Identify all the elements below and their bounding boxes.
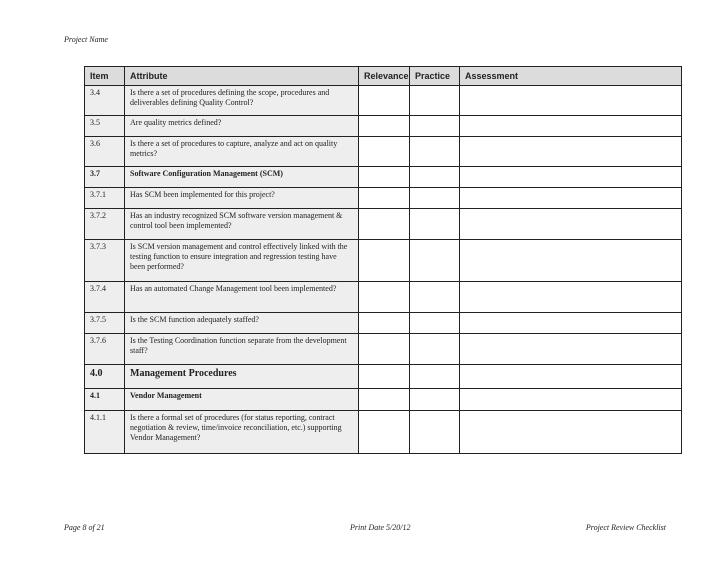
assessment-cell[interactable]	[460, 365, 682, 389]
practice-cell[interactable]	[410, 86, 460, 116]
relevance-cell[interactable]	[359, 209, 410, 240]
practice-cell[interactable]	[410, 313, 460, 334]
column-header-relevance: Relevance	[359, 66, 410, 86]
practice-cell[interactable]	[410, 137, 460, 167]
relevance-cell[interactable]	[359, 188, 410, 209]
table-row	[84, 365, 682, 389]
table-row	[84, 334, 682, 365]
table-row	[84, 137, 682, 167]
table-row	[84, 209, 682, 240]
attribute-text: Is the SCM function adequately staffed?	[125, 313, 359, 334]
assessment-cell[interactable]	[460, 86, 682, 116]
table-row	[84, 389, 682, 411]
item-number: 4.0	[84, 365, 125, 389]
section-heading: Management Procedures	[125, 365, 359, 389]
relevance-cell[interactable]	[359, 389, 410, 411]
table-header-row	[84, 66, 682, 86]
relevance-cell[interactable]	[359, 137, 410, 167]
item-number: 3.7.2	[84, 209, 125, 240]
assessment-cell[interactable]	[460, 137, 682, 167]
relevance-cell[interactable]	[359, 86, 410, 116]
relevance-cell[interactable]	[359, 282, 410, 313]
column-header-practice: Practice	[410, 66, 460, 86]
review-checklist-table	[84, 66, 682, 454]
table-row	[84, 411, 682, 454]
attribute-text: Are quality metrics defined?	[125, 116, 359, 137]
item-number: 3.7	[84, 167, 125, 188]
attribute-text: Is the Testing Coordination function separate from the development staff?	[125, 334, 359, 365]
item-number: 4.1	[84, 389, 125, 411]
item-number: 4.1.1	[84, 411, 125, 454]
practice-cell[interactable]	[410, 209, 460, 240]
table-row	[84, 116, 682, 137]
item-number: 3.4	[84, 86, 125, 116]
section-heading: Software Configuration Management (SCM)	[125, 167, 359, 188]
page-number: Page 8 of 21	[64, 523, 105, 532]
practice-cell[interactable]	[410, 334, 460, 365]
assessment-cell[interactable]	[460, 116, 682, 137]
assessment-cell[interactable]	[460, 188, 682, 209]
table-row	[84, 282, 682, 313]
table-row	[84, 188, 682, 209]
relevance-cell[interactable]	[359, 313, 410, 334]
attribute-text: Is there a set of procedures to capture, analyze and act on quality metrics?	[125, 137, 359, 167]
practice-cell[interactable]	[410, 282, 460, 313]
item-number: 3.6	[84, 137, 125, 167]
column-header-assessment: Assessment	[460, 66, 682, 86]
assessment-cell[interactable]	[460, 167, 682, 188]
document-title: Project Review Checklist	[585, 523, 666, 532]
item-number: 3.7.5	[84, 313, 125, 334]
practice-cell[interactable]	[410, 116, 460, 137]
assessment-cell[interactable]	[460, 209, 682, 240]
attribute-text: Has an industry recognized SCM software version management & control tool been implemented?	[125, 209, 359, 240]
practice-cell[interactable]	[410, 240, 460, 282]
practice-cell[interactable]	[410, 167, 460, 188]
item-number: 3.7.6	[84, 334, 125, 365]
attribute-text: Has SCM been implemented for this project?	[125, 188, 359, 209]
table-row	[84, 240, 682, 282]
item-number: 3.7.4	[84, 282, 125, 313]
item-number: 3.7.1	[84, 188, 125, 209]
relevance-cell[interactable]	[359, 411, 410, 454]
attribute-text: Is there a set of procedures defining the scope, procedures and deliverables defining Quality Control?	[125, 86, 359, 116]
relevance-cell[interactable]	[359, 334, 410, 365]
print-date: Print Date 5/20/12	[350, 523, 411, 532]
table-row	[84, 167, 682, 188]
practice-cell[interactable]	[410, 365, 460, 389]
table-row	[84, 86, 682, 116]
relevance-cell[interactable]	[359, 365, 410, 389]
attribute-text: Is SCM version management and control effectively linked with the testing function to ensure integration and regression testing have been performed?	[125, 240, 359, 282]
assessment-cell[interactable]	[460, 389, 682, 411]
practice-cell[interactable]	[410, 188, 460, 209]
column-header-item: Item	[84, 66, 125, 86]
relevance-cell[interactable]	[359, 167, 410, 188]
assessment-cell[interactable]	[460, 282, 682, 313]
practice-cell[interactable]	[410, 411, 460, 454]
relevance-cell[interactable]	[359, 116, 410, 137]
column-header-attribute: Attribute	[125, 66, 359, 86]
assessment-cell[interactable]	[460, 240, 682, 282]
assessment-cell[interactable]	[460, 411, 682, 454]
practice-cell[interactable]	[410, 389, 460, 411]
table-row	[84, 313, 682, 334]
item-number: 3.7.3	[84, 240, 125, 282]
section-heading: Vendor Management	[125, 389, 359, 411]
assessment-cell[interactable]	[460, 334, 682, 365]
project-name-header: Project Name	[64, 35, 108, 44]
attribute-text: Has an automated Change Management tool been implemented?	[125, 282, 359, 313]
attribute-text: Is there a formal set of procedures (for status reporting, contract negotiation & review, time/invoice reconciliation, etc.) supporting Vendor Management?	[125, 411, 359, 454]
assessment-cell[interactable]	[460, 313, 682, 334]
relevance-cell[interactable]	[359, 240, 410, 282]
item-number: 3.5	[84, 116, 125, 137]
